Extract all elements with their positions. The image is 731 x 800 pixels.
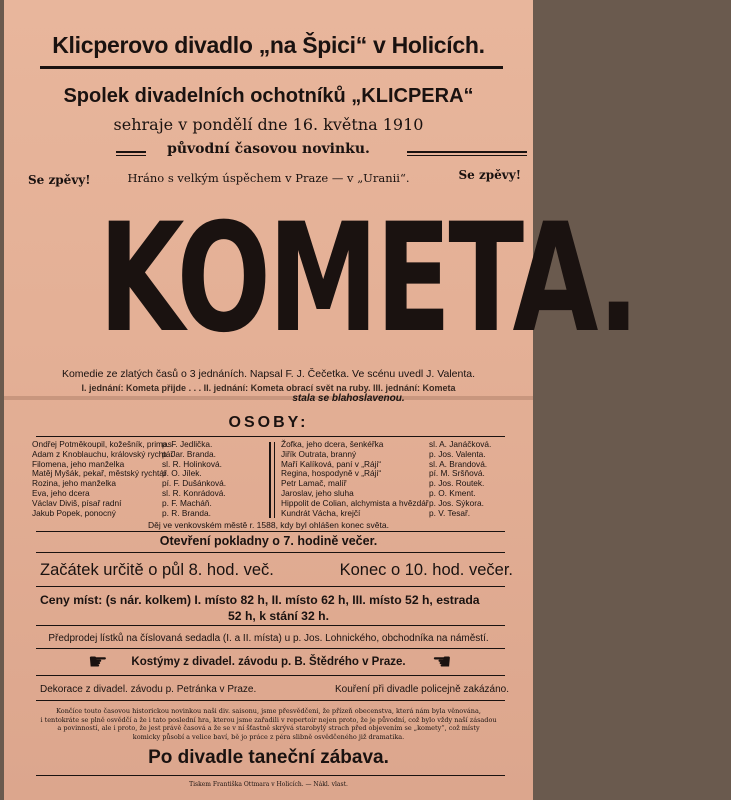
decor: Dekorace z divadel. závodu p. Petránka v Praze. xyxy=(40,684,257,695)
cast-row xyxy=(32,509,264,519)
novelty-line: původní časovou novinku. xyxy=(167,141,370,157)
actor-name: p. Jar. Branda. xyxy=(162,448,216,459)
actor-name: p. R. Branda. xyxy=(162,507,211,518)
cast-left xyxy=(32,440,264,518)
ornament-right-2 xyxy=(407,155,527,156)
role-name: Matěj Myšák, pekař, městský rychtář xyxy=(32,468,167,479)
actor-name: p. Jos. Sýkora. xyxy=(429,497,484,508)
role-name: Jiřík Outrata, branný xyxy=(281,448,357,459)
subtitle-line-3: stala se blahoslavenou. xyxy=(292,393,405,404)
performance-date: sehraje v pondělí dne 16. května 1910 xyxy=(113,115,424,134)
role-name: Maří Kalíková, paní v „Ráji“ xyxy=(281,458,382,469)
actor-name: p. Jos. Routek. xyxy=(429,478,485,489)
prices-rule xyxy=(36,625,505,626)
closing-note xyxy=(4,707,533,741)
time-rule xyxy=(36,586,505,587)
role-name: Žofka, jeho dcera, šenkéřka xyxy=(281,439,384,449)
society-name: Spolek divadelních ochotníků „KLICPERA“ xyxy=(63,85,474,107)
prices-line-1: Ceny míst: (s nár. kolkem) I. místo 82 h, II. místo 62 h, III. místo 52 h, estrada xyxy=(40,593,480,607)
actor-name: p. Jos. Valenta. xyxy=(429,448,486,459)
bottom-rule xyxy=(36,775,505,776)
actor-name: sl. A. Janáčková. xyxy=(429,439,492,449)
note-line: komicky působí a velice baví, bě jo práce z péra slibně osvědčeného již dramatika. xyxy=(132,732,405,741)
smoking-notice: Kouření při divadle policejně zakázáno. xyxy=(335,684,509,695)
role-name: Regina, hospodyně v „Ráji“ xyxy=(281,468,382,479)
printer-imprint: Tiskem Františka Ottmara v Holicích. — Nákl. vlast. xyxy=(189,781,348,788)
ornament-right xyxy=(407,151,527,153)
pointing-hand-left-icon: ☚ xyxy=(432,650,452,675)
theatre-name: Klicperovo divadlo „na Špici“ v Holicích. xyxy=(52,32,485,58)
actor-name: p. F. Macháň. xyxy=(162,497,212,508)
role-name: Kundrát Vácha, krejčí xyxy=(281,507,361,518)
cast-row xyxy=(281,509,527,519)
actor-name: pí. M. Sršňová. xyxy=(429,468,485,479)
role-name: Filomena, jeho manželka xyxy=(32,458,125,469)
presale: Předprodej lístků na číslovaná sedadla (I. a II. místa) u p. Jos. Lohnického, obchodníka na náměstí. xyxy=(48,633,489,644)
note-line: a povinností, ale i proto, že jest právě časová a že se v ní šťastně skrývá starobylý strach před objevením se „komety“, což místy xyxy=(57,724,480,732)
cast-divider-1 xyxy=(269,442,271,518)
actor-name: p. O. Jílek. xyxy=(162,468,202,479)
role-name: Rozina, jeho manželka xyxy=(32,478,116,489)
songs-note-right: Se zpěvy! xyxy=(458,168,521,182)
actor-name: p. V. Tesař. xyxy=(429,507,471,518)
setting-rule xyxy=(36,531,505,532)
setting-line: Děj ve venkovském městě r. 1588, kdy byl ohlášen konec světa. xyxy=(148,520,389,530)
actor-name: sl. A. Brandová. xyxy=(429,458,488,469)
subtitle-line-1: Komedie ze zlatých časů o 3 jednáních. Napsal F. J. Čečetka. Ve scénu uvedl J. Valenta. xyxy=(61,368,476,380)
note-line: i tentokráte se plně osvědčí a že i tato poslední hra, kterou jsme zařadili v repertoir nejen proto, že je původní, což bylo vždy naší zásadou xyxy=(40,715,497,724)
role-name: Petr Lamač, malíř xyxy=(281,478,347,489)
role-name: Václav Diviš, písař radní xyxy=(32,497,122,508)
actor-name: p. O. Kment. xyxy=(429,487,476,498)
header-rule xyxy=(40,66,503,69)
costumes: Kostýmy z divadel. závodu p. B. Štědrého v Praze. xyxy=(131,656,406,668)
cast-heading: OSOBY: xyxy=(228,414,309,431)
poster xyxy=(4,0,637,800)
actor-name: p. F. Jedlička. xyxy=(162,439,213,449)
cast-top-rule xyxy=(36,436,505,437)
costumes-rule xyxy=(36,675,505,676)
role-name: Jaroslav, jeho sluha xyxy=(281,487,354,498)
play-title: KOMETA. xyxy=(98,192,637,366)
start-time: Začátek určitě o půl 8. hod. več. xyxy=(40,561,274,579)
pointing-hand-right-icon: ☛ xyxy=(88,650,108,675)
dance-announcement: Po divadle taneční zábava. xyxy=(148,747,389,768)
actor-name: sl. R. Konrádová. xyxy=(162,487,226,498)
box-office: Otevření pokladny o 7. hodině večer. xyxy=(159,534,378,548)
prices-line-2: 52 h, k stání 32 h. xyxy=(228,609,329,623)
success-note: Hráno s velkým úspěchem v Praze — v „Uranii“. xyxy=(127,171,410,185)
cast-right xyxy=(281,440,527,518)
decor-rule xyxy=(36,700,505,701)
role-name: Eva, jeho dcera xyxy=(32,487,90,498)
role-name: Hippolit de Colian, alchymista a hvězdář xyxy=(281,497,429,508)
songs-note-left: Se zpěvy! xyxy=(28,173,91,187)
note-line: Končíce touto časovou historickou novinkou naši div. saisonu, jsme přesvědčeni, že přízeň obecenstva, která nám byla věnována, xyxy=(56,707,481,715)
end-time: Konec o 10. hod. večer. xyxy=(339,561,513,579)
subtitle-line-2: I. jednání: Kometa přijde . . . II. jednání: Kometa obrací svět na ruby. III. jednání: Kometa xyxy=(81,383,456,393)
role-name: Ondřej Potměkoupil, kožešník, primas xyxy=(32,439,172,449)
presale-rule xyxy=(36,648,505,649)
role-name: Adam z Knoblauchu, královský rychtář xyxy=(32,448,174,459)
cast-divider-2 xyxy=(274,442,275,518)
actor-name: sl. R. Holinková. xyxy=(162,458,222,469)
actor-name: pí. F. Dušánková. xyxy=(162,478,227,489)
box-office-rule xyxy=(36,552,505,553)
role-name: Jakub Popek, ponocný xyxy=(32,507,116,518)
